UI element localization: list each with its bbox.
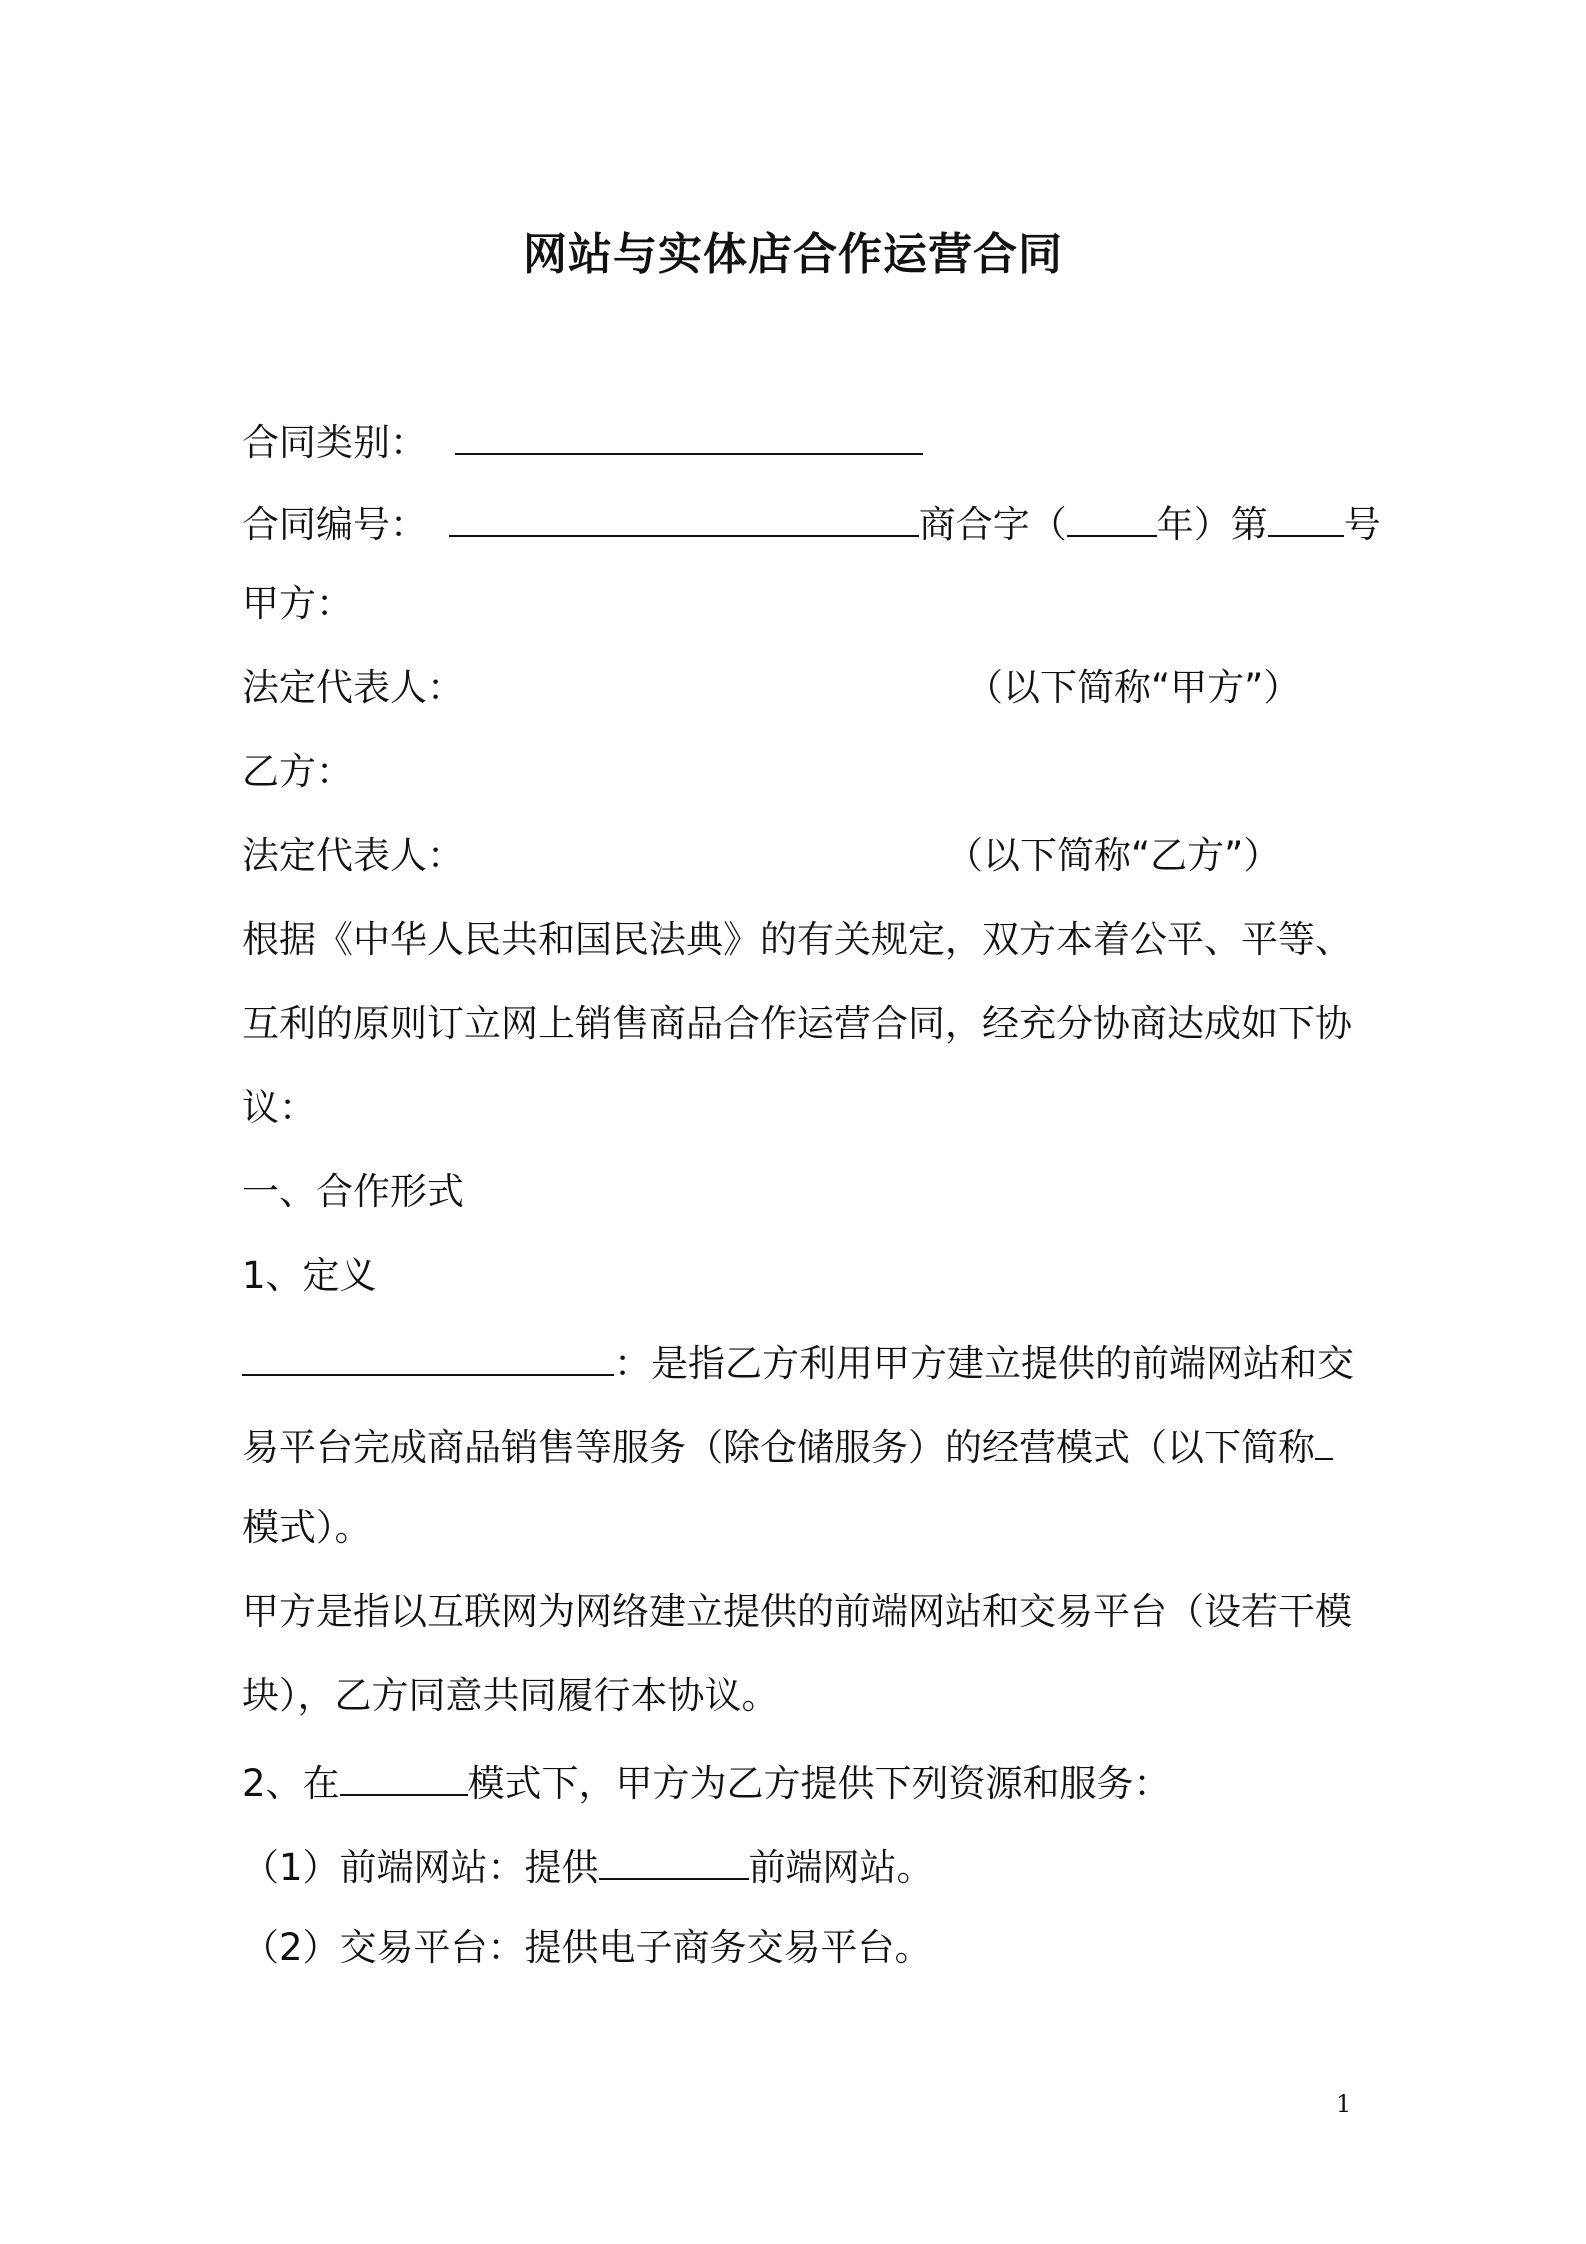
sub-item-1-suffix: 前端网站。 bbox=[748, 1846, 934, 1889]
contract-type-row bbox=[242, 415, 923, 467]
document-title: 网站与实体店合作运营合同 bbox=[523, 229, 1063, 280]
definition-line-2 bbox=[242, 1420, 1333, 1472]
page-number: 1 bbox=[1336, 2090, 1352, 2118]
item-2-prefix: 2、在 bbox=[242, 1762, 340, 1805]
party-a-label: 甲方： bbox=[242, 582, 353, 625]
party-a-desc-line-1: 甲方是指以互联网为网络建立提供的前端网站和交易平台（设若干模 bbox=[242, 1590, 1352, 1633]
contract-number-middle: 年）第 bbox=[1156, 503, 1268, 546]
section-heading-1: 一、合作形式 bbox=[242, 1170, 464, 1213]
contract-number-blank bbox=[449, 497, 919, 537]
sub-item-1-prefix: （1）前端网站：提供 bbox=[242, 1846, 599, 1889]
definition-abbrev-blank bbox=[1315, 1420, 1333, 1460]
party-b-abbrev: （以下简称“乙方”） bbox=[946, 834, 1281, 877]
definition-term-blank bbox=[242, 1336, 614, 1376]
sub-item-1-blank bbox=[599, 1840, 749, 1880]
definition-line-3: 模式）。 bbox=[242, 1506, 372, 1549]
party-a-desc-line-2: 块），乙方同意共同履行本协议。 bbox=[242, 1674, 779, 1717]
preamble-line-2: 互利的原则订立网上销售商品合作运营合同，经充分协商达成如下协 bbox=[242, 1002, 1352, 1045]
contract-number-suffix: 号 bbox=[1343, 503, 1381, 546]
contract-seq-blank bbox=[1268, 497, 1344, 537]
party-a-rep-label: 法定代表人： bbox=[242, 666, 464, 709]
contract-type-blank bbox=[455, 415, 923, 455]
contract-number-label: 合同编号： bbox=[242, 503, 427, 546]
contract-year-blank bbox=[1067, 497, 1157, 537]
contract-type-label: 合同类别： bbox=[242, 421, 427, 464]
preamble-line-1: 根据《中华人民共和国民法典》的有关规定，双方本着公平、平等、 bbox=[242, 918, 1352, 961]
party-b-label: 乙方： bbox=[242, 750, 353, 793]
item-2-mode-blank bbox=[340, 1756, 468, 1796]
preamble-line-3: 议： bbox=[242, 1086, 316, 1129]
contract-number-prefix: 商合字（ bbox=[918, 503, 1067, 546]
definition-text-1: ：是指乙方利用甲方建立提供的前端网站和交 bbox=[614, 1342, 1354, 1385]
contract-number-row bbox=[242, 497, 1381, 549]
sub-item-1 bbox=[242, 1840, 934, 1892]
definition-text-2: 易平台完成商品销售等服务（除仓储服务）的经营模式（以下简称 bbox=[242, 1426, 1315, 1469]
item-2-suffix: 模式下，甲方为乙方提供下列资源和服务： bbox=[467, 1762, 1171, 1805]
definition-line-1 bbox=[242, 1336, 1354, 1388]
party-a-abbrev: （以下简称“甲方”） bbox=[966, 666, 1301, 709]
item-1-heading: 1、定义 bbox=[242, 1254, 377, 1297]
party-b-rep-label: 法定代表人： bbox=[242, 834, 464, 877]
sub-item-2: （2）交易平台：提供电子商务交易平台。 bbox=[242, 1926, 932, 1969]
item-2-line bbox=[242, 1756, 1171, 1808]
